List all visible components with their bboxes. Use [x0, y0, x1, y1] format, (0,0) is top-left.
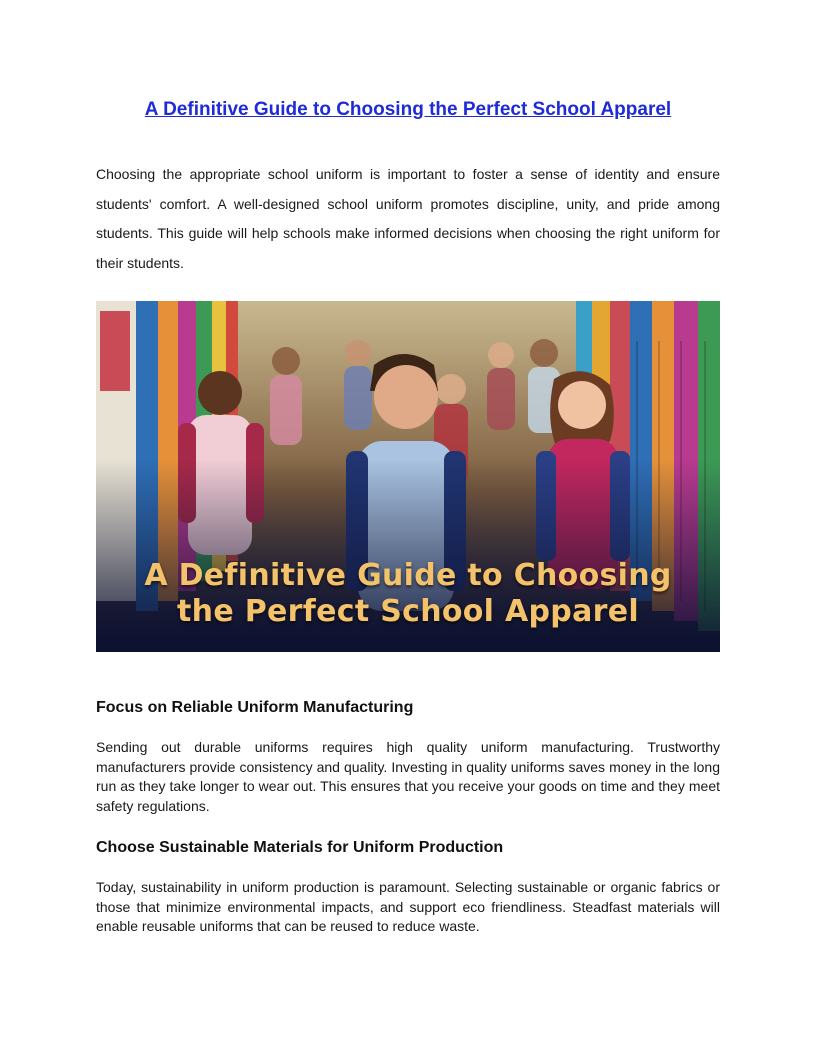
- section-heading-manufacturing: Focus on Reliable Uniform Manufacturing: [96, 699, 414, 716]
- hero-caption-line-1: A Definitive Guide to Choosing: [144, 558, 672, 593]
- section-heading-sustainable: Choose Sustainable Materials for Uniform Production: [96, 839, 504, 856]
- intro-paragraph: Choosing the appropriate school uniform is important to foster a sense of identity and ensure students' comfort. A well-designed school uniform promotes discipline, unity, and pride among students. This guide will help schools make informed decisions when choosing the right uniform for their students.: [96, 166, 720, 271]
- hero-caption: [96, 558, 720, 630]
- section-paragraph-sustainable: Today, sustainability in uniform production is paramount. Selecting sustainable or organic fabrics or those that minimize environmental impacts, and support eco friendliness. Steadfast materials will enable reusable uniforms that can be reused to reduce waste.: [96, 879, 720, 935]
- hero-image: [96, 301, 720, 652]
- hero-caption-line-2: the Perfect School Apparel: [177, 594, 639, 629]
- document-title-link[interactable]: A Definitive Guide to Choosing the Perfect School Apparel: [144, 99, 672, 120]
- section-paragraph-manufacturing: Sending out durable uniforms requires high quality uniform manufacturing. Trustworthy manufacturers provide consistency and quality. Investing in quality uniforms saves money in the long run as they take longer to wear out. This ensures that you receive your goods on time and they meet safety regulations.: [96, 739, 720, 814]
